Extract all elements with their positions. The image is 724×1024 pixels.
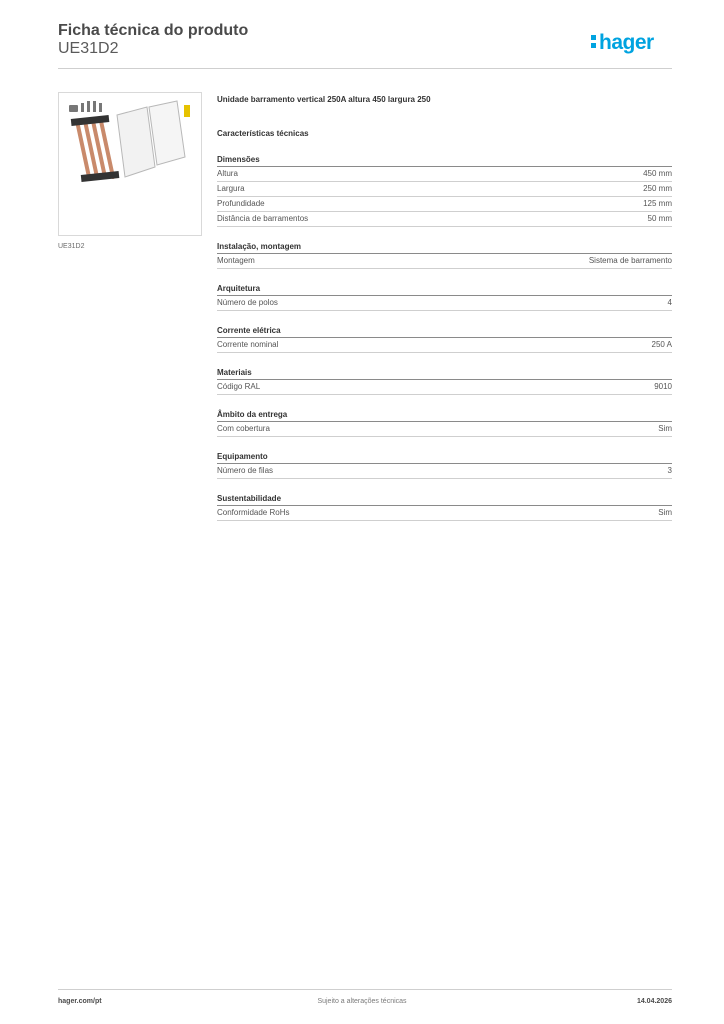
- spec-value: 50 mm: [647, 214, 672, 223]
- footer-website-link[interactable]: hager.com/pt: [58, 998, 102, 1005]
- spec-row: [217, 296, 672, 311]
- spec-label: Número de filas: [217, 466, 274, 475]
- spec-group-sustentabilidade: [217, 493, 672, 521]
- spec-row: [217, 197, 672, 212]
- spec-group-materiais: [217, 367, 672, 395]
- spec-row: [217, 338, 672, 353]
- spec-row: [217, 380, 672, 395]
- spec-label: Corrente nominal: [217, 340, 279, 349]
- footer-divider: [58, 989, 672, 990]
- product-code: UE31D2: [58, 40, 119, 57]
- footer-note: Sujeito a alterações técnicas: [317, 998, 407, 1005]
- footer-date: 14.04.2026: [636, 998, 672, 1005]
- spec-value: 3: [667, 466, 672, 475]
- spec-label: Com cobertura: [217, 424, 270, 433]
- spec-value: Sim: [658, 424, 672, 433]
- spec-value: 9010: [654, 382, 672, 391]
- product-description: Unidade barramento vertical 250A altura 450 largura 250: [217, 95, 431, 104]
- spec-row: [217, 182, 672, 197]
- busbar-unit-illustration: [59, 93, 201, 235]
- spec-group-instalacao: [217, 241, 672, 269]
- product-image: [58, 92, 202, 236]
- spec-value: Sim: [658, 508, 672, 517]
- spec-value: 250 mm: [643, 184, 672, 193]
- spec-row: [217, 422, 672, 437]
- page-header: [58, 20, 672, 68]
- section-heading: Características técnicas: [217, 129, 309, 138]
- spec-label: Altura: [217, 169, 238, 178]
- spec-row: [217, 167, 672, 182]
- image-caption: UE31D2: [58, 243, 85, 250]
- spec-row: [217, 464, 672, 479]
- spec-label: Largura: [217, 184, 245, 193]
- hager-logo: [590, 28, 672, 56]
- logo-wordmark: hager: [599, 31, 654, 54]
- spec-label: Conformidade RoHs: [217, 508, 290, 517]
- spec-row: [217, 506, 672, 521]
- spec-value: 4: [667, 298, 672, 307]
- header-divider: [58, 68, 672, 69]
- spec-group-title: Sustentabilidade: [217, 493, 672, 506]
- document-title: Ficha técnica do produto: [58, 22, 249, 39]
- spec-group-equipamento: [217, 451, 672, 479]
- spec-row: [217, 212, 672, 227]
- spec-group-title: Âmbito da entrega: [217, 409, 672, 422]
- spec-group-ambito: [217, 409, 672, 437]
- spec-value: 125 mm: [643, 199, 672, 208]
- spec-group-corrente: [217, 325, 672, 353]
- spec-group-title: Dimensões: [217, 154, 672, 167]
- spec-label: Distância de barramentos: [217, 214, 309, 223]
- spec-content: [217, 94, 672, 521]
- spec-group-title: Materiais: [217, 367, 672, 380]
- spec-label: Número de polos: [217, 298, 278, 307]
- spec-group-title: Arquitetura: [217, 283, 672, 296]
- spec-label: Profundidade: [217, 199, 265, 208]
- spec-group-arquitetura: [217, 283, 672, 311]
- spec-group-dimensoes: [217, 154, 672, 227]
- spec-group-title: Corrente elétrica: [217, 325, 672, 338]
- spec-value: Sistema de barramento: [588, 256, 672, 265]
- spec-group-title: Equipamento: [217, 451, 672, 464]
- spec-value: 450 mm: [643, 169, 672, 178]
- spec-label: Montagem: [217, 256, 255, 265]
- spec-value: 250 A: [651, 340, 672, 349]
- spec-label: Código RAL: [217, 382, 261, 391]
- spec-row: [217, 254, 672, 269]
- spec-group-title: Instalação, montagem: [217, 241, 672, 254]
